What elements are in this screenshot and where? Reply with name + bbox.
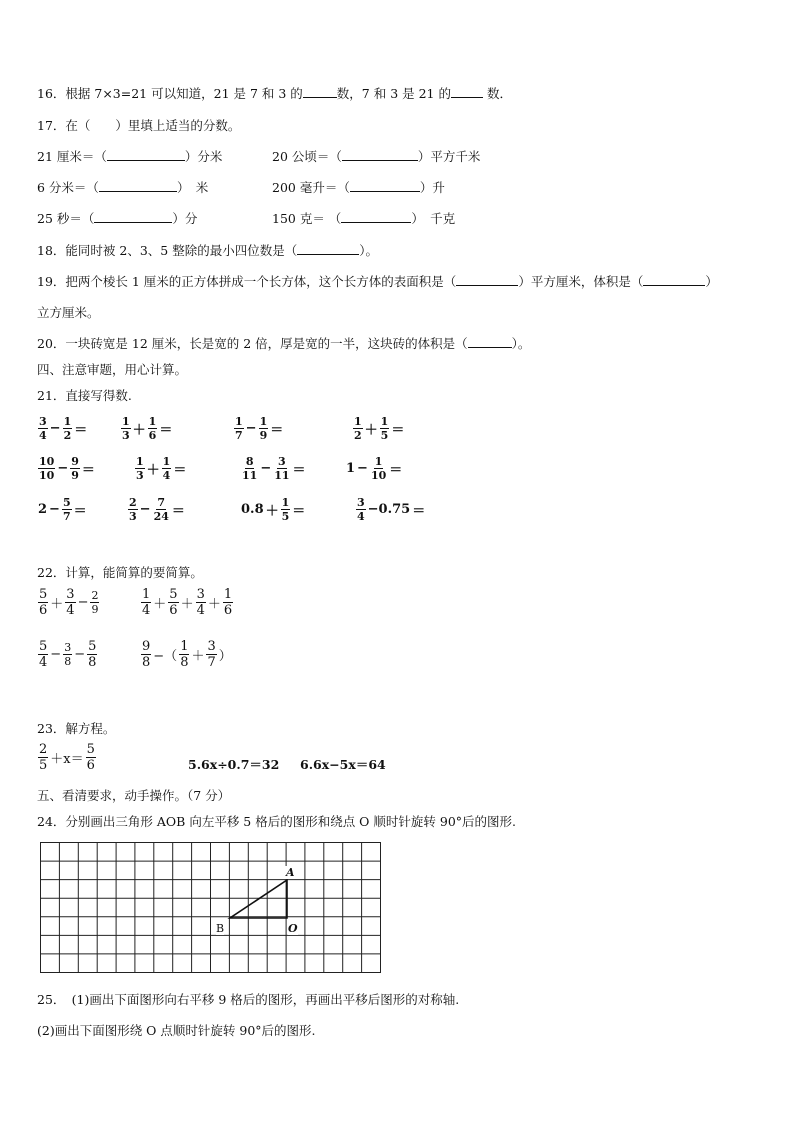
triangle-aob: [230, 880, 287, 918]
question-text: 数．: [482, 86, 512, 101]
question-text: 根据 7×3=21 可以知道，21 是 7 和 3 的: [65, 86, 303, 101]
question-23-stem: 23．解方程。: [37, 721, 116, 736]
question-24-stem: 24．分别画出三角形 AOB 向左平移 5 格后的图形和绕点 O 顺时针旋转 90°后的图形.: [37, 814, 517, 829]
q21-item-11: 0.8 ＋ $\frac{1}{5}$ ＝: [241, 496, 306, 523]
answer-blank[interactable]: [451, 85, 483, 98]
q22-expr-3: $\frac{5}{4}$ − $\frac{3}{8}$ − $\frac{5}{8}$: [39, 639, 97, 670]
q21-item-8: 1 − $\frac{1}{10}$ ＝: [346, 455, 403, 482]
answer-blank[interactable]: [94, 210, 172, 223]
point-a-label: A: [286, 866, 295, 879]
question-18: 18．能同时被 2、3、5 整除的最小四位数是（ ）。: [37, 243, 378, 258]
q23-equation-2: 5.6x÷0.7＝32: [188, 757, 280, 772]
point-o-label: O: [288, 922, 298, 935]
answer-blank[interactable]: [303, 85, 337, 98]
point-b-label: B: [216, 922, 225, 935]
q17-row-2-left: 6 分米＝（ ） 米: [37, 180, 209, 195]
q22-expr-1: $\frac{5}{6}$ ＋ $\frac{3}{4}$ − $\frac{2}{9}$: [39, 587, 99, 618]
answer-blank[interactable]: [107, 148, 185, 161]
question-20: 20．一块砖宽是 12 厘米，长是宽的 2 倍，厚是宽的一半，这块砖的体积是（ ）。: [37, 336, 531, 351]
question-text: 数，7 和 3 是 21 的: [336, 86, 451, 101]
question-19-line-2: 立方厘米。: [37, 305, 100, 320]
answer-blank[interactable]: [341, 210, 411, 223]
q21-item-4: $\frac{1}{2}$ ＋ $\frac{1}{5}$ ＝: [354, 415, 405, 442]
section-4-heading: 四、注意审题，用心计算。: [37, 362, 188, 377]
q17-row-3-left: 25 秒＝（ ）分: [37, 211, 198, 226]
question-21-stem: 21．直接写得数.: [37, 388, 132, 403]
q17-row-1-right: 20 公顷＝（ ）平方千米: [272, 149, 481, 164]
question-25-part-2: (2)画出下面图形绕 O 点顺时针旋转 90°后的图形.: [37, 1023, 316, 1038]
q21-item-1: $\frac{3}{4}$ − $\frac{1}{2}$ ＝: [39, 415, 88, 442]
q22-expr-4: $\frac{9}{8}$ −（ $\frac{1}{8}$ ＋ $\frac{3}{7}$ ）: [142, 639, 232, 670]
q21-item-12: $\frac{3}{4}$ −0.75 ＝: [357, 496, 426, 523]
q17-row-1-left: 21 厘米＝（ ）分米: [37, 149, 223, 164]
fraction: $\frac{3}{4}$: [39, 415, 47, 442]
answer-blank[interactable]: [643, 273, 705, 286]
question-number: 16．: [37, 86, 66, 101]
q21-item-9: 2 − $\frac{5}{7}$ ＝: [38, 496, 87, 523]
q22-expr-2: $\frac{1}{4}$ ＋ $\frac{5}{6}$ ＋ $\frac{3}{4}$ ＋ $\frac{1}{6}$: [142, 587, 233, 618]
q17-row-2-right: 200 毫升＝（ ）升: [272, 180, 445, 195]
answer-blank[interactable]: [342, 148, 418, 161]
answer-blank[interactable]: [350, 179, 420, 192]
answer-blank[interactable]: [468, 335, 512, 348]
q17-row-3-right: 150 克＝ （ ） 千克: [272, 211, 456, 226]
grid-figure[interactable]: [40, 842, 382, 977]
section-5-heading: 五、看清要求，动手操作。（7 分）: [37, 788, 231, 803]
answer-blank[interactable]: [456, 273, 518, 286]
triangle-grid: [40, 842, 382, 974]
q21-item-6: $\frac{1}{3}$ ＋ $\frac{1}{4}$ ＝: [136, 455, 187, 482]
question-17-stem: 17．在（ ）里填上适当的分数。: [37, 118, 241, 133]
question-16: [37, 84, 512, 102]
question-25-part-1: 25． (1)画出下面图形向右平移 9 格后的图形，再画出平移后图形的对称轴.: [37, 992, 460, 1007]
q21-item-3: $\frac{1}{7}$ − $\frac{1}{9}$ ＝: [235, 415, 284, 442]
q21-item-2: $\frac{1}{3}$ ＋ $\frac{1}{6}$ ＝: [122, 415, 173, 442]
q21-item-5: $\frac{10}{10}$ − $\frac{9}{9}$ ＝: [39, 455, 95, 482]
q21-item-10: $\frac{2}{3}$ − $\frac{7}{24}$ ＝: [129, 496, 185, 523]
q23-equation-3: 6.6x−5x＝64: [300, 757, 386, 772]
answer-blank[interactable]: [297, 242, 359, 255]
q21-item-7: $\frac{8}{11}$ − $\frac{3}{11}$ ＝: [242, 455, 306, 482]
question-19: 19．把两个棱长 1 厘米的正方体拼成一个长方体，这个长方体的表面积是（ ）平方厘米，体积是（ ）: [37, 274, 718, 289]
answer-blank[interactable]: [99, 179, 177, 192]
fraction: $\frac{1}{2}$: [63, 415, 72, 442]
question-22-stem: 22．计算，能简算的要简算。: [37, 565, 203, 580]
q23-equation-1: $\frac{2}{5}$ ＋x＝ $\frac{5}{6}$: [39, 742, 95, 773]
